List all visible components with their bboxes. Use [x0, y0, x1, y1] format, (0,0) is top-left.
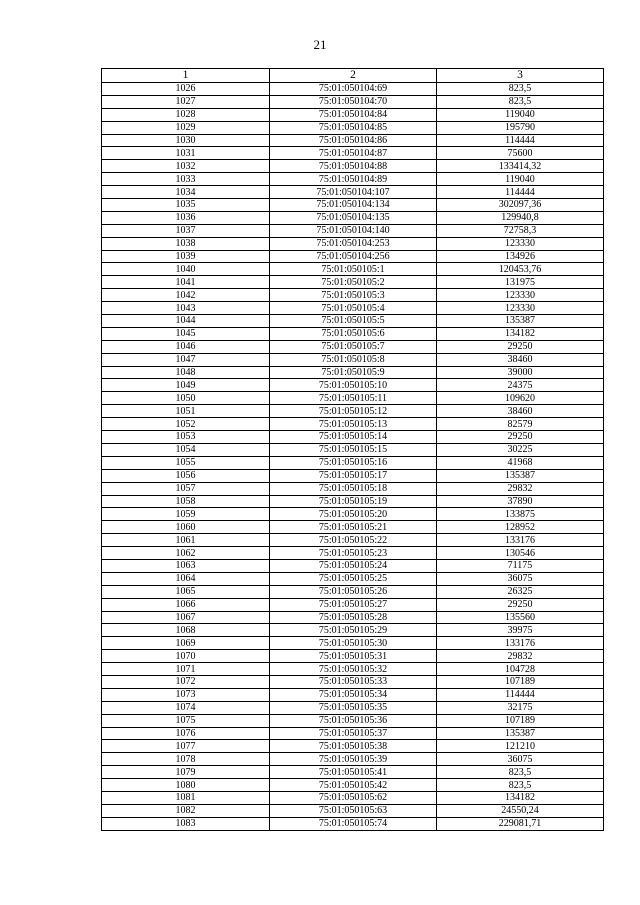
cadastral-number-cell: 75:01:050105:74: [270, 817, 437, 830]
cadastral-number-cell: 75:01:050105:22: [270, 534, 437, 547]
value-cell: 134926: [437, 250, 604, 263]
table-row: [102, 534, 604, 547]
value-cell: 36075: [437, 572, 604, 585]
row-number-cell: 1043: [102, 302, 270, 315]
value-cell: 37890: [437, 495, 604, 508]
cadastral-number-cell: 75:01:050105:41: [270, 766, 437, 779]
row-number-cell: 1078: [102, 753, 270, 766]
row-number-cell: 1039: [102, 250, 270, 263]
cadastral-number-cell: 75:01:050105:26: [270, 585, 437, 598]
column-header-2: 2: [270, 69, 437, 83]
table-row: [102, 701, 604, 714]
cadastral-number-cell: 75:01:050105:30: [270, 637, 437, 650]
row-number-cell: 1051: [102, 405, 270, 418]
table-row: [102, 779, 604, 792]
page-number: 21: [313, 37, 327, 52]
table-row: [102, 431, 604, 444]
row-number-cell: 1065: [102, 585, 270, 598]
cadastral-number-cell: 75:01:050105:21: [270, 521, 437, 534]
cadastral-number-cell: 75:01:050105:3: [270, 289, 437, 302]
value-cell: 119040: [437, 108, 604, 121]
value-cell: 130546: [437, 547, 604, 560]
cadastral-number-cell: 75:01:050105:12: [270, 405, 437, 418]
table-row: [102, 302, 604, 315]
row-number-cell: 1049: [102, 379, 270, 392]
row-number-cell: 1073: [102, 688, 270, 701]
cadastral-number-cell: 75:01:050105:27: [270, 598, 437, 611]
cadastral-number-cell: 75:01:050105:35: [270, 701, 437, 714]
table-row: [102, 624, 604, 637]
cadastral-number-cell: 75:01:050104:69: [270, 83, 437, 96]
row-number-cell: 1061: [102, 534, 270, 547]
cadastral-number-cell: 75:01:050104:85: [270, 121, 437, 134]
cadastral-number-cell: 75:01:050105:8: [270, 353, 437, 366]
value-cell: 29832: [437, 482, 604, 495]
table-row: [102, 585, 604, 598]
row-number-cell: 1028: [102, 108, 270, 121]
cadastral-number-cell: 75:01:050105:16: [270, 456, 437, 469]
table-row: [102, 289, 604, 302]
value-cell: 129940,8: [437, 211, 604, 224]
value-cell: 72758,3: [437, 224, 604, 237]
value-cell: 38460: [437, 353, 604, 366]
value-cell: 114444: [437, 688, 604, 701]
table-row: [102, 559, 604, 572]
value-cell: 123330: [437, 302, 604, 315]
value-cell: 134182: [437, 327, 604, 340]
value-cell: 823,5: [437, 83, 604, 96]
cadastral-number-cell: 75:01:050105:1: [270, 263, 437, 276]
table-row: [102, 791, 604, 804]
cadastral-number-cell: 75:01:050105:23: [270, 547, 437, 560]
value-cell: 114444: [437, 134, 604, 147]
value-cell: 24375: [437, 379, 604, 392]
cadastral-number-cell: 75:01:050105:2: [270, 276, 437, 289]
table-row: [102, 714, 604, 727]
value-cell: 32175: [437, 701, 604, 714]
table-row: [102, 199, 604, 212]
row-number-cell: 1026: [102, 83, 270, 96]
row-number-cell: 1077: [102, 740, 270, 753]
table-row: [102, 740, 604, 753]
table-row: [102, 469, 604, 482]
value-cell: 123330: [437, 237, 604, 250]
cadastral-number-cell: 75:01:050105:63: [270, 804, 437, 817]
cadastral-number-cell: 75:01:050104:87: [270, 147, 437, 160]
row-number-cell: 1034: [102, 186, 270, 199]
value-cell: 195790: [437, 121, 604, 134]
table-body: [102, 83, 604, 831]
row-number-cell: 1042: [102, 289, 270, 302]
table-row: [102, 186, 604, 199]
value-cell: 107189: [437, 675, 604, 688]
cadastral-number-cell: 75:01:050104:135: [270, 211, 437, 224]
row-number-cell: 1035: [102, 199, 270, 212]
table-row: [102, 147, 604, 160]
cadastral-number-cell: 75:01:050105:38: [270, 740, 437, 753]
cadastral-number-cell: 75:01:050105:36: [270, 714, 437, 727]
table-row: [102, 727, 604, 740]
cadastral-number-cell: 75:01:050105:18: [270, 482, 437, 495]
row-number-cell: 1066: [102, 598, 270, 611]
row-number-cell: 1052: [102, 418, 270, 431]
row-number-cell: 1031: [102, 147, 270, 160]
table-row: [102, 804, 604, 817]
row-number-cell: 1074: [102, 701, 270, 714]
row-number-cell: 1062: [102, 547, 270, 560]
cadastral-number-cell: 75:01:050105:11: [270, 392, 437, 405]
row-number-cell: 1037: [102, 224, 270, 237]
row-number-cell: 1027: [102, 95, 270, 108]
cadastral-number-cell: 75:01:050105:13: [270, 418, 437, 431]
value-cell: 135387: [437, 315, 604, 328]
row-number-cell: 1082: [102, 804, 270, 817]
table-row: [102, 405, 604, 418]
row-number-cell: 1032: [102, 160, 270, 173]
row-number-cell: 1068: [102, 624, 270, 637]
row-number-cell: 1067: [102, 611, 270, 624]
cadastral-number-cell: 75:01:050105:4: [270, 302, 437, 315]
value-cell: 135387: [437, 727, 604, 740]
row-number-cell: 1063: [102, 559, 270, 572]
cadastral-number-cell: 75:01:050105:15: [270, 443, 437, 456]
value-cell: 131975: [437, 276, 604, 289]
table-row: [102, 276, 604, 289]
table-row: [102, 766, 604, 779]
table-row: [102, 224, 604, 237]
table-row: [102, 675, 604, 688]
value-cell: 823,5: [437, 95, 604, 108]
table-row: [102, 250, 604, 263]
table-row: [102, 379, 604, 392]
value-cell: 39000: [437, 366, 604, 379]
row-number-cell: 1041: [102, 276, 270, 289]
value-cell: 30225: [437, 443, 604, 456]
table-row: [102, 327, 604, 340]
table-row: [102, 160, 604, 173]
table-row: [102, 688, 604, 701]
cadastral-number-cell: 75:01:050105:24: [270, 559, 437, 572]
table-row: [102, 95, 604, 108]
value-cell: 135560: [437, 611, 604, 624]
row-number-cell: 1080: [102, 779, 270, 792]
value-cell: 133414,32: [437, 160, 604, 173]
value-cell: 823,5: [437, 779, 604, 792]
cadastral-number-cell: 75:01:050105:9: [270, 366, 437, 379]
cadastral-number-cell: 75:01:050105:25: [270, 572, 437, 585]
cadastral-number-cell: 75:01:050105:62: [270, 791, 437, 804]
cadastral-number-cell: 75:01:050105:34: [270, 688, 437, 701]
value-cell: 229081,71: [437, 817, 604, 830]
value-cell: 133176: [437, 534, 604, 547]
cadastral-number-cell: 75:01:050105:31: [270, 650, 437, 663]
value-cell: 119040: [437, 173, 604, 186]
value-cell: 38460: [437, 405, 604, 418]
value-cell: 123330: [437, 289, 604, 302]
value-cell: 823,5: [437, 766, 604, 779]
row-number-cell: 1064: [102, 572, 270, 585]
row-number-cell: 1070: [102, 650, 270, 663]
value-cell: 29250: [437, 598, 604, 611]
table-row: [102, 611, 604, 624]
row-number-cell: 1059: [102, 508, 270, 521]
row-number-cell: 1083: [102, 817, 270, 830]
cadastral-number-cell: 75:01:050105:10: [270, 379, 437, 392]
table-row: [102, 134, 604, 147]
table-row: [102, 83, 604, 96]
cadastral-number-cell: 75:01:050104:89: [270, 173, 437, 186]
value-cell: 26325: [437, 585, 604, 598]
row-number-cell: 1071: [102, 663, 270, 676]
cadastral-number-cell: 75:01:050104:88: [270, 160, 437, 173]
row-number-cell: 1048: [102, 366, 270, 379]
row-number-cell: 1060: [102, 521, 270, 534]
value-cell: 82579: [437, 418, 604, 431]
cadastral-number-cell: 75:01:050104:256: [270, 250, 437, 263]
table-row: [102, 366, 604, 379]
cadastral-number-cell: 75:01:050105:14: [270, 431, 437, 444]
cadastral-number-cell: 75:01:050105:19: [270, 495, 437, 508]
row-number-cell: 1069: [102, 637, 270, 650]
cadastral-number-cell: 75:01:050105:29: [270, 624, 437, 637]
column-header-3: 3: [437, 69, 604, 83]
table-row: [102, 663, 604, 676]
row-number-cell: 1036: [102, 211, 270, 224]
table-row: [102, 817, 604, 830]
cadastral-number-cell: 75:01:050105:32: [270, 663, 437, 676]
cadastral-number-cell: 75:01:050104:140: [270, 224, 437, 237]
value-cell: 39975: [437, 624, 604, 637]
value-cell: 128952: [437, 521, 604, 534]
row-number-cell: 1044: [102, 315, 270, 328]
value-cell: 29250: [437, 431, 604, 444]
cadastral-number-cell: 75:01:050104:253: [270, 237, 437, 250]
value-cell: 29832: [437, 650, 604, 663]
cadastral-number-cell: 75:01:050105:5: [270, 315, 437, 328]
value-cell: 75600: [437, 147, 604, 160]
cadastral-number-cell: 75:01:050105:20: [270, 508, 437, 521]
row-number-cell: 1057: [102, 482, 270, 495]
cadastral-number-cell: 75:01:050105:17: [270, 469, 437, 482]
value-cell: 41968: [437, 456, 604, 469]
cadastral-number-cell: 75:01:050105:6: [270, 327, 437, 340]
table-row: [102, 263, 604, 276]
value-cell: 36075: [437, 753, 604, 766]
row-number-cell: 1045: [102, 327, 270, 340]
table-row: [102, 353, 604, 366]
row-number-cell: 1050: [102, 392, 270, 405]
value-cell: 71175: [437, 559, 604, 572]
value-cell: 121210: [437, 740, 604, 753]
value-cell: 29250: [437, 340, 604, 353]
row-number-cell: 1030: [102, 134, 270, 147]
row-number-cell: 1033: [102, 173, 270, 186]
row-number-cell: 1056: [102, 469, 270, 482]
table-row: [102, 495, 604, 508]
value-cell: 135387: [437, 469, 604, 482]
table-row: [102, 482, 604, 495]
row-number-cell: 1079: [102, 766, 270, 779]
value-cell: 107189: [437, 714, 604, 727]
row-number-cell: 1076: [102, 727, 270, 740]
row-number-cell: 1029: [102, 121, 270, 134]
header-row: [102, 69, 604, 83]
table-row: [102, 456, 604, 469]
cadastral-number-cell: 75:01:050105:42: [270, 779, 437, 792]
cadastral-number-cell: 75:01:050104:84: [270, 108, 437, 121]
table-row: [102, 108, 604, 121]
cadastral-number-cell: 75:01:050105:37: [270, 727, 437, 740]
cadastral-number-cell: 75:01:050105:33: [270, 675, 437, 688]
value-cell: 133176: [437, 637, 604, 650]
table-row: [102, 418, 604, 431]
value-cell: 120453,76: [437, 263, 604, 276]
value-cell: 24550,24: [437, 804, 604, 817]
row-number-cell: 1055: [102, 456, 270, 469]
table-row: [102, 443, 604, 456]
cadastral-number-cell: 75:01:050105:7: [270, 340, 437, 353]
table-row: [102, 572, 604, 585]
cadastral-number-cell: 75:01:050104:134: [270, 199, 437, 212]
row-number-cell: 1053: [102, 431, 270, 444]
value-cell: 109620: [437, 392, 604, 405]
row-number-cell: 1040: [102, 263, 270, 276]
table-row: [102, 121, 604, 134]
value-cell: 104728: [437, 663, 604, 676]
cadastral-number-cell: 75:01:050104:86: [270, 134, 437, 147]
table-row: [102, 340, 604, 353]
table-row: [102, 650, 604, 663]
row-number-cell: 1075: [102, 714, 270, 727]
value-cell: 302097,36: [437, 199, 604, 212]
table-row: [102, 521, 604, 534]
table-row: [102, 547, 604, 560]
cadastral-number-cell: 75:01:050105:28: [270, 611, 437, 624]
row-number-cell: 1054: [102, 443, 270, 456]
value-cell: 114444: [437, 186, 604, 199]
table-row: [102, 392, 604, 405]
table-row: [102, 598, 604, 611]
cadastral-number-cell: 75:01:050104:107: [270, 186, 437, 199]
value-cell: 134182: [437, 791, 604, 804]
table-row: [102, 508, 604, 521]
table-row: [102, 211, 604, 224]
table-row: [102, 637, 604, 650]
cadastral-number-cell: 75:01:050105:39: [270, 753, 437, 766]
row-number-cell: 1072: [102, 675, 270, 688]
table-row: [102, 753, 604, 766]
row-number-cell: 1058: [102, 495, 270, 508]
cadastral-number-cell: 75:01:050104:70: [270, 95, 437, 108]
row-number-cell: 1046: [102, 340, 270, 353]
row-number-cell: 1038: [102, 237, 270, 250]
row-number-cell: 1081: [102, 791, 270, 804]
value-cell: 133875: [437, 508, 604, 521]
table-row: [102, 315, 604, 328]
row-number-cell: 1047: [102, 353, 270, 366]
table-row: [102, 173, 604, 186]
cadastral-table: [101, 68, 604, 831]
column-header-1: 1: [102, 69, 270, 83]
table-row: [102, 237, 604, 250]
